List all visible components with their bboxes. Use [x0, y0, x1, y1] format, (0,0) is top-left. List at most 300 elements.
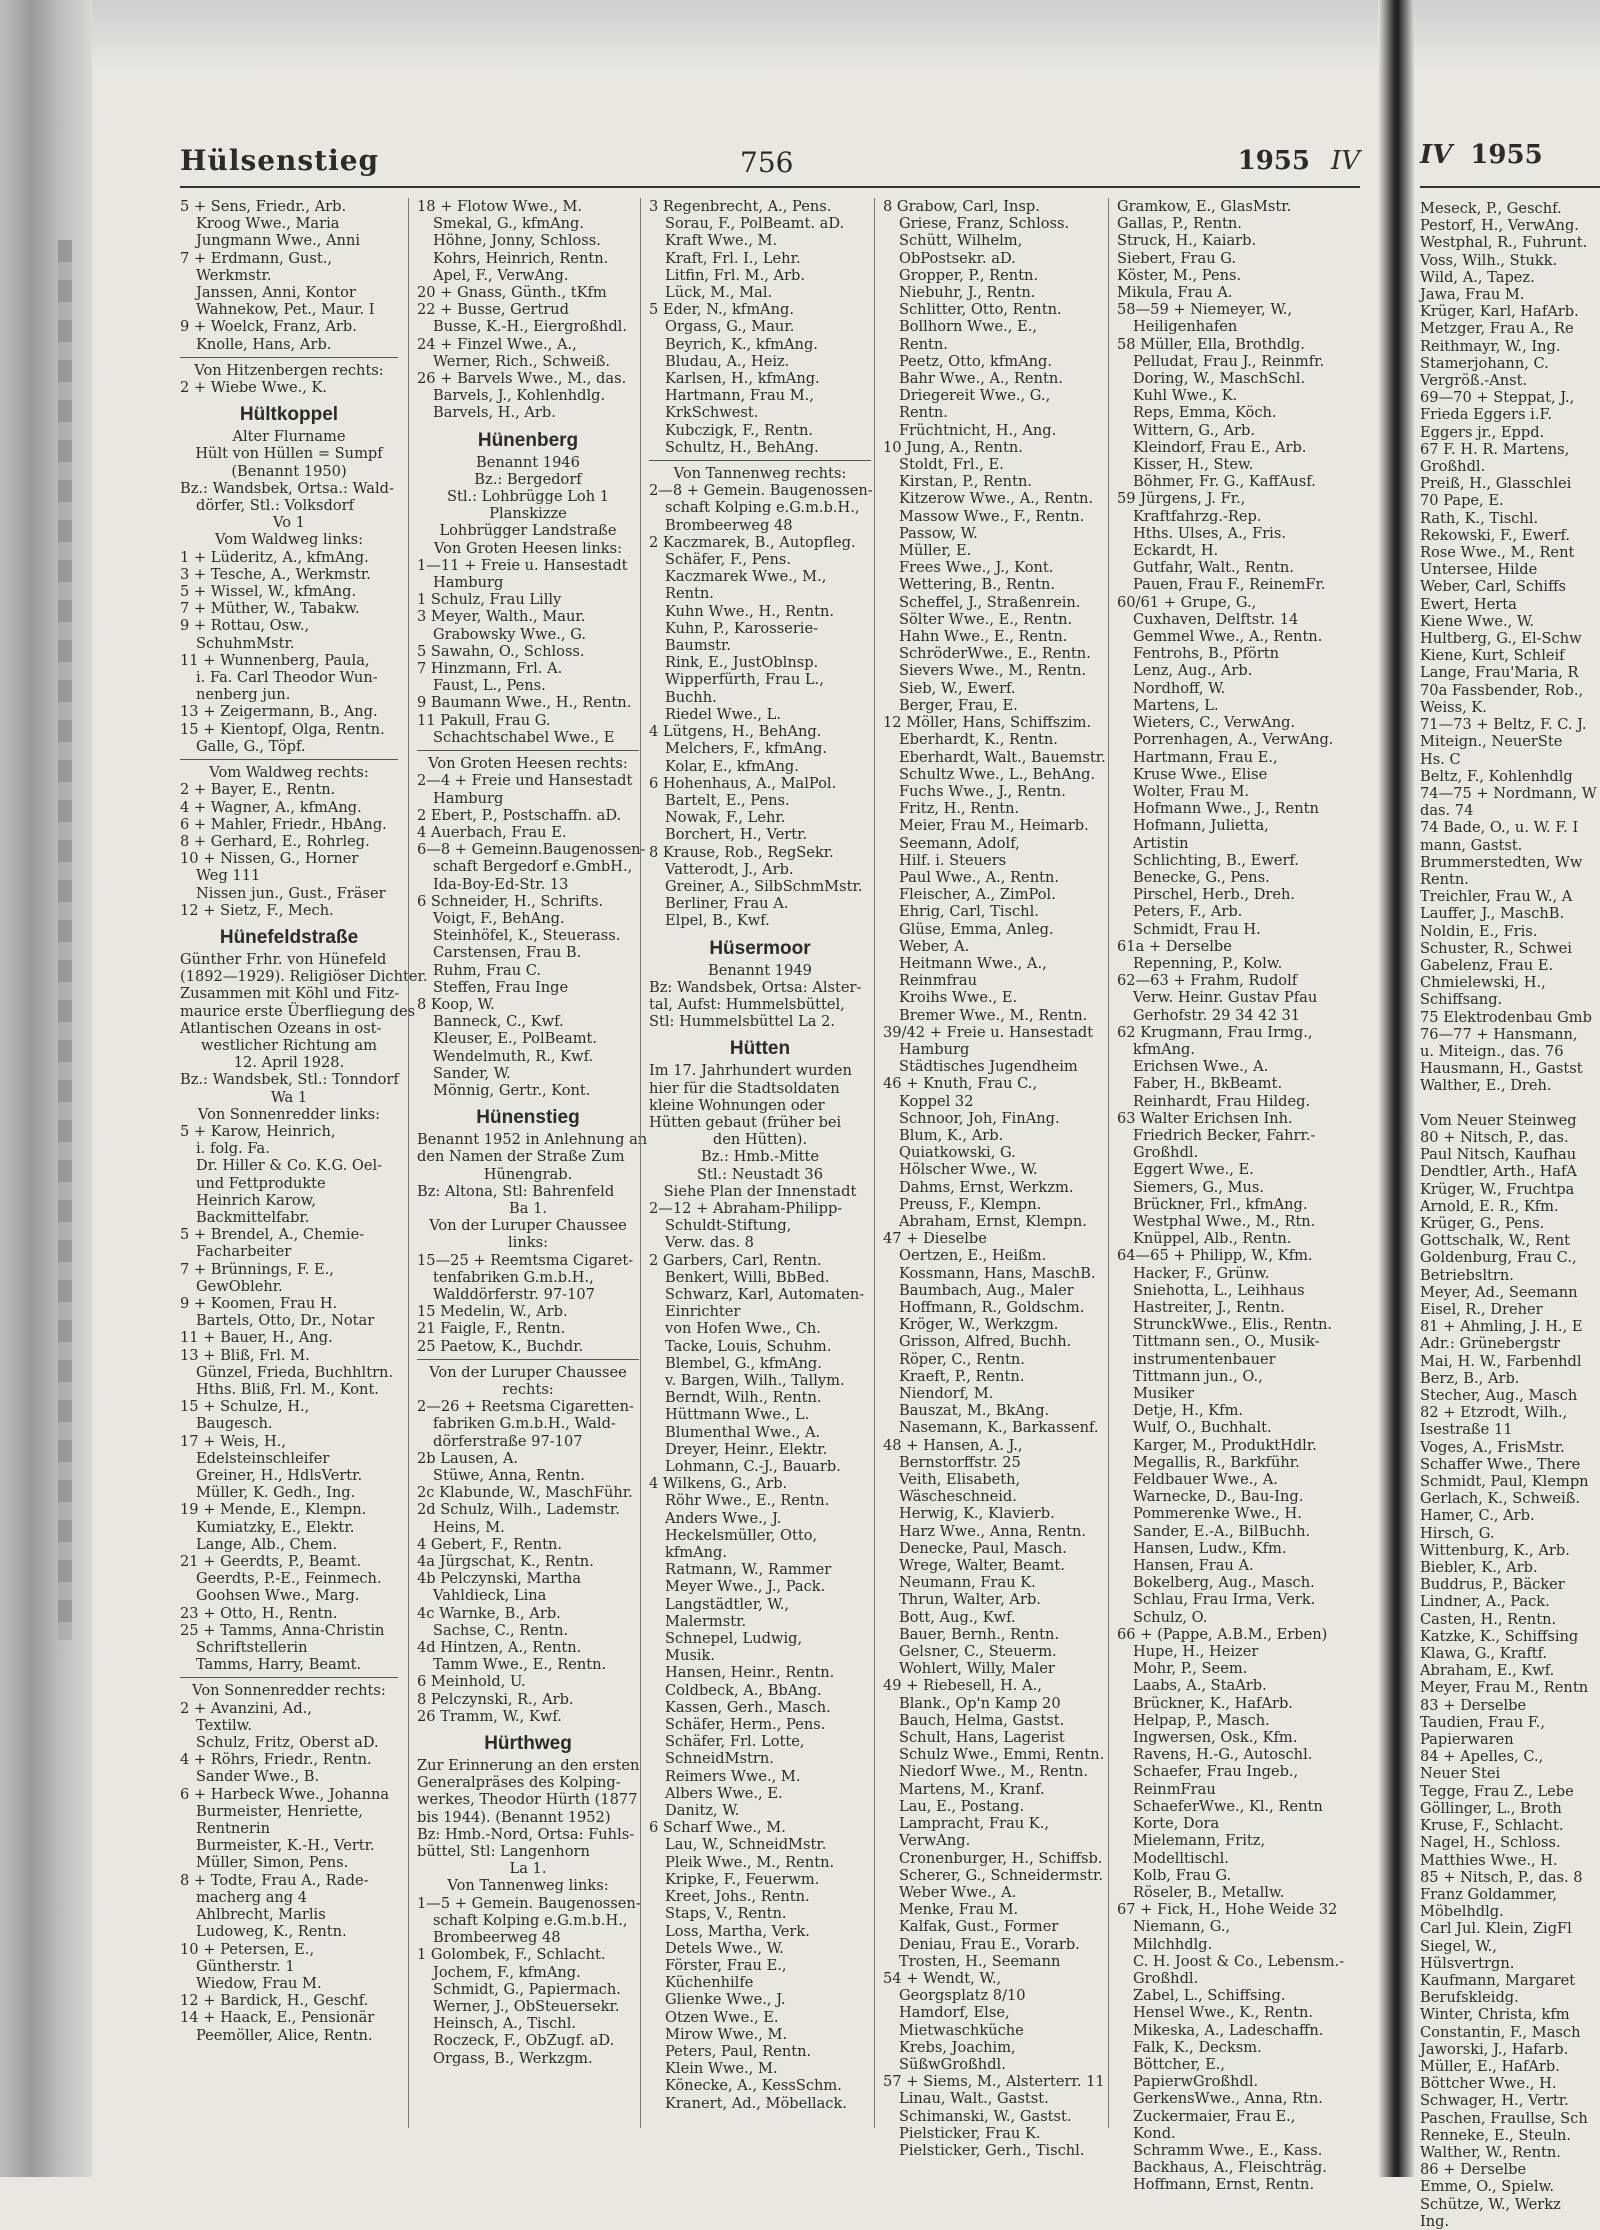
directory-entry: Busse, K.-H., Eiergroßhdl. [433, 318, 627, 336]
directory-entry: Kruse Wwe., Elise [1133, 765, 1268, 783]
directory-entry: Bz: Hmb.-Nord, Ortsa: Fuhls- [417, 1825, 635, 1843]
directory-entry: Bartels, Otto, Dr., Notar [196, 1312, 375, 1330]
directory-entry: Zur Erinnerung an den ersten [417, 1757, 640, 1775]
facing-page-entry: Westphal, R., Fuhrunt. [1420, 234, 1588, 252]
directory-entry: Kaczmarek Wwe., M., [665, 568, 827, 586]
facing-page-entry: Emme, O., Spielw. [1420, 2178, 1554, 2196]
facing-page-entry: Stecher, Aug., Masch [1420, 1387, 1578, 1405]
directory-entry: Meier, Frau M., Heimarb. [899, 817, 1089, 835]
street-note: Von der Luruper Chaussee [429, 1363, 627, 1381]
directory-entry: 2 + Avanzini, Ad., [180, 1699, 312, 1717]
directory-entry: Kirstan, P., Rentn. [899, 473, 1032, 491]
directory-entry: Korte, Dora [1133, 1815, 1220, 1833]
directory-entry: 6 Hohenhaus, A., MalPol. [649, 774, 837, 792]
directory-entry: Kisser, H., Stew. [1133, 456, 1254, 474]
directory-entry: Gutfahr, Walt., Rentn. [1133, 559, 1294, 577]
directory-entry: Böttcher, E., [1133, 2055, 1226, 2073]
directory-entry: Orgass, B., Werkzgm. [433, 2049, 593, 2067]
directory-entry: 2 + Bayer, E., Rentn. [180, 781, 336, 799]
street-heading: Hüsermoor [709, 937, 811, 959]
directory-entry: Tamms, Harry, Beamt. [196, 1656, 362, 1674]
street-note: Von Hitzenbergen rechts: [194, 361, 384, 379]
directory-entry: Knüppel, Alb., Rentn. [1133, 1230, 1292, 1248]
directory-entry: Kuhn, P., Karosserie- [665, 619, 819, 637]
directory-entry: Röseler, B., Metallw. [1133, 1883, 1285, 1901]
street-heading: Hünenberg [477, 429, 579, 451]
street-note: Siehe Plan der Innenstadt [663, 1182, 857, 1200]
directory-entry: hier für die Stadtsoldaten [649, 1079, 840, 1097]
directory-entry: 26 + Barvels Wwe., M., das. [417, 370, 627, 388]
directory-entry: 4b Pelczynski, Martha [417, 1570, 582, 1588]
directory-entry: 49 + Riebesell, H. A., [883, 1677, 1042, 1695]
directory-entry: tenfabriken G.m.b.H., [433, 1268, 594, 1286]
directory-entry: Jungmann Wwe., Anni [196, 232, 361, 250]
directory-entry: Loss, Martha, Verk. [665, 1922, 810, 1940]
directory-entry: Heckelsmüller, Otto, [665, 1526, 818, 1544]
facing-page-entry: Noldin, E., Fris. [1420, 922, 1538, 940]
directory-entry: 2 + Wiebe Wwe., K. [180, 379, 328, 397]
directory-entry: 15—25 + Reemtsma Cigaret- [417, 1251, 634, 1269]
directory-entry: Schulz, O. [1133, 1608, 1208, 1626]
directory-entry: Backhaus, A., Fleischträg. [1133, 2159, 1327, 2177]
column-4 [874, 198, 1106, 2159]
directory-entry: Albers Wwe., E. [665, 1784, 783, 1802]
directory-entry: Schultz Wwe., L., BehAng. [899, 765, 1096, 783]
directory-entry: Banneck, C., Kwf. [433, 1013, 564, 1031]
directory-entry: Hamdorf, Else, [899, 2004, 1010, 2022]
directory-entry: Peemöller, Alice, Rentn. [196, 2026, 373, 2044]
facing-page-entry: Nagel, H., Schloss. [1420, 1834, 1561, 1852]
facing-page-entry: Böttcher Wwe., H. [1420, 2075, 1557, 2093]
street-heading: Hünenstieg [476, 1107, 580, 1129]
directory-entry: Borchert, H., Vertr. [665, 826, 808, 844]
directory-entry: 48 + Hansen, A. J., [883, 1436, 1023, 1454]
directory-entry: Laabs, A., StaArb. [1133, 1677, 1267, 1695]
facing-page-entry: Gottschalk, W., Rent [1420, 1232, 1570, 1250]
directory-entry: Schultz, H., BehAng. [665, 438, 819, 456]
facing-page-entry: Voges, A., FrisMstr. [1420, 1438, 1565, 1456]
directory-entry: 4d Hintzen, A., Rentn. [417, 1639, 582, 1657]
street-note: Hünengrab. [483, 1165, 573, 1183]
street-note: den Hütten). [712, 1131, 808, 1149]
street-note: Benannt 1949 [708, 961, 812, 979]
directory-entry: Schaefer, Frau Ingeb., [1133, 1763, 1299, 1781]
street-note: Ba 1. [509, 1199, 547, 1217]
directory-entry: Karlsen, H., kfmAng. [665, 370, 820, 388]
directory-entry: Schulz Wwe., Emmi, Rentn. [899, 1746, 1105, 1764]
directory-entry: Kubczigk, F., Rentn. [665, 421, 814, 439]
directory-entry: Barvels, J., Kohlenhdlg. [433, 387, 606, 405]
directory-entry: Schachtschabel Wwe., E [433, 728, 615, 746]
directory-entry: Bz.: Wandsbek, Stl.: Tonndorf [180, 1071, 399, 1089]
directory-entry: 6 Meinhold, U. [417, 1673, 526, 1691]
scan-binding-edge [0, 0, 92, 2177]
directory-entry: Faber, H., BkBeamt. [1133, 1075, 1283, 1093]
directory-entry: Zabel, L., Schiffsing. [1133, 1987, 1286, 2005]
directory-entry: Gerhofstr. 29 34 42 31 [1133, 1006, 1301, 1024]
directory-entry: 5 + Karow, Heinrich, [180, 1122, 336, 1140]
facing-page-entry: Müller, E., HafArb. [1420, 2057, 1560, 2075]
facing-page-entry: Lauffer, J., MaschB. [1420, 905, 1565, 923]
directory-entry: Burmeister, K.-H., Vertr. [196, 1837, 375, 1855]
directory-entry: Generalpräses des Kolping- [417, 1774, 621, 1792]
directory-entry: Hoffmann, Ernst, Rentn. [1133, 2176, 1315, 2194]
facing-page-entry: Wittenburg, K., Arb. [1420, 1541, 1570, 1559]
directory-entry: kfmAng. [1133, 1040, 1196, 1058]
directory-entry: Wulf, O., Buchhalt. [1133, 1419, 1272, 1437]
directory-entry: Mikula, Frau A. [1117, 284, 1233, 302]
directory-entry: Schäfer, Frl. Lotte, [665, 1733, 805, 1751]
directory-entry: werkes, Theodor Hürth (1877 [417, 1791, 638, 1809]
directory-entry: Schramm Wwe., E., Kass. [1133, 2141, 1323, 2159]
directory-entry: C. H. Joost & Co., Lebensm.- [1133, 1952, 1345, 1970]
facing-page-entry: 74—75 + Nordmann, W [1420, 784, 1597, 802]
facing-page-entry: 74 Bade, O., u. W. F. I [1420, 819, 1579, 837]
street-note: links: [508, 1234, 548, 1252]
directory-entry: Dahms, Ernst, Werkzm. [899, 1178, 1074, 1196]
directory-entry: Grabowsky Wwe., G. [433, 625, 586, 643]
directory-entry: Verw. Heinr. Gustav Pfau [1133, 989, 1318, 1007]
directory-entry: i. Fa. Carl Theodor Wun- [196, 669, 378, 687]
directory-entry: Hansen, Ludw., Kfm. [1133, 1539, 1287, 1557]
directory-entry: Schuldt-Stiftung, [665, 1217, 792, 1235]
directory-entry: Sorau, F., PolBeamt. aD. [665, 215, 845, 233]
header-year: 1955 [1237, 146, 1310, 176]
directory-entry: Seemann, Adolf, [899, 834, 1020, 852]
street-note: Vo 1 [273, 514, 305, 532]
directory-entry: Lau, W., SchneidMstr. [665, 1836, 827, 1854]
street-note: Von Tannenweg links: [447, 1877, 609, 1895]
directory-entry: Schlichting, B., Ewerf. [1133, 851, 1299, 869]
directory-entry: Kolar, E., kfmAng. [665, 757, 799, 775]
directory-entry: v. Bargen, Wilh., Tallym. [665, 1372, 845, 1389]
directory-entry: Schmidt, G., Papiermach. [433, 1980, 621, 1998]
directory-entry: Rink, E., JustOblnsp. [665, 654, 819, 672]
directory-entry: Krebs, Joachim, [899, 2038, 1016, 2056]
directory-entry: Ahlbrecht, Marlis [196, 1906, 326, 1924]
directory-entry: 4 Gebert, F., Rentn. [417, 1535, 563, 1553]
facing-page-entry: 86 + Derselbe [1420, 2161, 1527, 2179]
directory-entry: 21 + Geerdts, P., Beamt. [180, 1553, 362, 1571]
facing-page-entry: Vergröß.-Anst. [1420, 372, 1528, 390]
directory-entry: Schwarz, Karl, Automaten- [665, 1285, 865, 1303]
directory-entry: Sander Wwe., B. [196, 1768, 320, 1786]
street-note: Stl.: Lohbrügge Loh 1 [446, 488, 610, 506]
directory-entry: 1 + Lüderitz, A., kfmAng. [180, 548, 369, 566]
directory-entry: Linau, Walt., Gastst. [899, 2090, 1049, 2108]
directory-entry: Nowak, F., Lehr. [665, 809, 786, 827]
facing-page-entry: u. Miteign., das. 76 [1420, 1042, 1564, 1060]
directory-entry: Mikeska, A., Ladeschaffn. [1133, 2021, 1324, 2039]
directory-entry: Grisson, Alfred, Buchh. [899, 1333, 1072, 1351]
directory-entry: Schnoor, Joh, FinAng. [899, 1109, 1060, 1127]
directory-entry: Pleik Wwe., M., Rentn. [665, 1853, 835, 1871]
directory-entry: schaft Kolping e.G.m.b.H., [665, 499, 860, 517]
street-note: westlicher Richtung am [200, 1036, 378, 1054]
directory-entry: 7 Hinzmann, Frl. A. [417, 660, 563, 678]
directory-entry: 4 Auerbach, Frau E. [417, 823, 567, 841]
directory-entry: i. folg. Fa. [196, 1140, 270, 1158]
facing-page-entry: Constantin, F., Masch [1420, 2023, 1581, 2041]
directory-entry: Porrenhagen, A., VerwAng. [1133, 731, 1334, 749]
column-1 [180, 198, 428, 2128]
facing-page-entry: Rose Wwe., M., Rent [1420, 544, 1575, 562]
facing-page-entry: Schuster, R., Schwei [1420, 939, 1572, 957]
directory-entry: und Fettprodukte [196, 1174, 326, 1192]
directory-entry: Hansen, Frau A. [1133, 1557, 1254, 1575]
directory-entry: Wäscheschneid. [899, 1488, 1017, 1506]
directory-entry: Burmeister, Henriette, [196, 1802, 363, 1820]
street-note: Wa 1 [270, 1088, 308, 1106]
facing-page-entry: Krüger, W., Fruchtpa [1420, 1180, 1575, 1198]
header-volume: IV [1330, 146, 1360, 176]
facing-volume: IV [1420, 140, 1453, 170]
directory-entry: 8 Pelczynski, R., Arb. [417, 1690, 574, 1708]
facing-page-entry: Eisel, R., Dreher [1420, 1301, 1543, 1318]
directory-entry: Ravens, H.-G., Autoschl. [1133, 1746, 1313, 1764]
facing-page-entry: Vom Neuer Steinweg [1420, 1111, 1577, 1129]
directory-entry: Wieters, C., VerwAng. [1133, 714, 1296, 732]
directory-entry: Könecke, A., KessSchm. [665, 2077, 842, 2095]
directory-entry: 18 + Flotow Wwe., M. [417, 198, 583, 215]
facing-page-entry: Möbelhdlg. [1420, 1903, 1504, 1921]
directory-entry: 61a + Derselbe [1117, 937, 1232, 955]
facing-page-entry: Kaufmann, Margaret [1420, 1971, 1576, 1989]
facing-page-entry: Schiffsang. [1420, 991, 1503, 1009]
directory-entry: Röper, C., Rentn. [899, 1350, 1025, 1368]
directory-entry: Sölter Wwe., E., Rentn. [899, 610, 1073, 628]
directory-entry: 9 + Rottau, Osw., [180, 617, 310, 635]
facing-page-entry: 84 + Apelles, C., [1420, 1748, 1544, 1766]
directory-entry: Wohlert, Willy, Maler [899, 1660, 1055, 1678]
directory-entry: 11 + Bauer, H., Ang. [180, 1329, 333, 1347]
directory-entry: 47 + Dieselbe [883, 1230, 987, 1248]
directory-entry: Berndt, Wilh., Rentn. [665, 1389, 822, 1407]
directory-entry: Walddörferstr. 97-107 [433, 1285, 595, 1303]
directory-entry: 7 + Müther, W., Tabakw. [180, 600, 360, 618]
directory-entry: Bludau, A., Heiz. [665, 352, 790, 370]
facing-page-entry: Frieda Eggers i.F. [1420, 406, 1552, 424]
directory-entry: Steffen, Frau Inge [433, 978, 569, 996]
directory-entry: Kranert, Ad., Möbellack. [665, 2094, 847, 2112]
directory-entry: Doring, W., MaschSchl. [1133, 370, 1306, 388]
facing-page-entry: 82 + Etzrodt, Wilh., [1420, 1404, 1568, 1422]
street-heading: Hünefeldstraße [219, 926, 359, 948]
facing-page-entry: Lindner, A., Pack. [1420, 1593, 1550, 1611]
facing-page-entry: Hülsvertrgn. [1420, 1954, 1515, 1972]
directory-entry: 6 + Harbeck Wwe., Johanna [180, 1785, 390, 1803]
directory-entry: 2d Schulz, Wilh., Lademstr. [417, 1501, 620, 1519]
directory-entry: Megallis, R., Barkführ. [1133, 1453, 1300, 1471]
directory-entry: Hastreiter, J., Rentn. [1133, 1299, 1285, 1316]
facing-page-entry: Schaffer Wwe., There [1420, 1455, 1581, 1473]
directory-entry: Niedorf Wwe., M., Rentn. [899, 1763, 1089, 1781]
directory-entry: Benannt 1952 in Anlehnung an [417, 1131, 648, 1149]
directory-entry: Hoffmann, R., Goldschm. [899, 1299, 1085, 1316]
directory-entry: Hupe, H., Heizer [1133, 1643, 1259, 1661]
page-number: 756 [740, 146, 794, 179]
page-header [180, 140, 1360, 188]
facing-page-entry: 76—77 + Hansmann, [1420, 1025, 1578, 1043]
facing-page-entry: Hs. C [1420, 750, 1461, 768]
directory-entry: Griese, Franz, Schloss. [899, 215, 1070, 233]
directory-entry: SchröderWwe., E., Rentn. [899, 645, 1091, 663]
directory-entry: Bokelberg, Aug., Masch. [1133, 1574, 1315, 1592]
directory-entry: 10 + Petersen, E., [180, 1940, 315, 1958]
directory-entry: 25 Paetow, K., Buchdr. [417, 1337, 584, 1355]
directory-entry: Abraham, Ernst, Klempn. [899, 1212, 1087, 1230]
directory-entry: Trosten, H., Seemann [899, 1952, 1061, 1970]
directory-entry: 57 + Siems, M., Alsterterr. 11 [883, 2073, 1105, 2091]
directory-entry: Steinhöfel, K., Steuerass. [433, 927, 621, 945]
facing-page-entry: Franz Goldammer, [1420, 1885, 1558, 1903]
directory-entry: fabriken G.m.b.H., Wald- [433, 1415, 616, 1433]
directory-entry: Lampracht, Frau K., [899, 1815, 1049, 1833]
directory-entry: 60/61 + Grupe, G., [1117, 593, 1257, 611]
directory-entry: Kreet, Johs., Rentn. [665, 1888, 810, 1906]
directory-entry: Berger, Frau, E. [899, 696, 1018, 714]
directory-entry: Wendelmuth, R., Kwf. [433, 1047, 594, 1065]
directory-entry: Weber Wwe., A. [899, 1883, 1017, 1901]
directory-entry: Eberhardt, K., Rentn. [899, 731, 1058, 749]
directory-entry: 7 + Brünnings, F. E., [180, 1260, 334, 1278]
directory-entry: 4 + Röhrs, Friedr., Rentn. [180, 1751, 372, 1769]
street-note: Lohbrügger Landstraße [439, 522, 617, 540]
facing-page-entry: Preiß, H., Glasschlei [1420, 475, 1572, 493]
facing-page-entry: Wild, A., Tapez. [1420, 268, 1535, 286]
facing-page-entry: Hamer, C., Arb. [1420, 1507, 1535, 1525]
directory-entry: 2c Klabunde, W., MaschFühr. [417, 1484, 633, 1502]
directory-entry: Thrun, Walter, Arb. [899, 1591, 1041, 1609]
directory-entry: 4a Jürgschat, K., Rentn. [417, 1553, 594, 1571]
directory-entry: Martens, L. [1133, 696, 1219, 714]
directory-entry: Werkmstr. [196, 266, 272, 284]
directory-entry: Berliner, Frau A. [665, 895, 789, 913]
directory-entry: Kuhl Wwe., K. [1133, 387, 1238, 405]
facing-page-entry: Brummerstedten, Ww [1420, 853, 1583, 871]
directory-entry: Stl: Hummelsbüttel La 2. [649, 1013, 836, 1031]
directory-entry: Gelsner, C., Steuerm. [899, 1643, 1057, 1661]
directory-entry: Warnecke, D., Bau-Ing. [1133, 1488, 1304, 1506]
directory-entry: Harz Wwe., Anna, Rentn. [899, 1522, 1087, 1540]
facing-page-column [1420, 200, 1600, 2230]
street-note: Von Tannenweg rechts: [673, 465, 847, 483]
directory-entry: Mirow Wwe., M. [665, 2025, 788, 2043]
facing-page-entry: 81 + Ahmling, J. H., E [1420, 1318, 1583, 1336]
directory-entry: Heiligenhafen [1133, 318, 1238, 336]
directory-entry: 3 Regenbrecht, A., Pens. [649, 198, 832, 215]
directory-entry: Kroog Wwe., Maria [196, 215, 340, 233]
directory-entry: 7 + Erdmann, Gust., [180, 249, 333, 267]
directory-entry: Hofmann Wwe., J., Rentn [1133, 800, 1319, 818]
directory-entry: Kassen, Gerh., Masch. [665, 1698, 831, 1716]
facing-page-entry: Betriebsltrn. [1420, 1266, 1514, 1284]
directory-entry: 2 Kaczmarek, B., Autopfleg. [649, 533, 856, 551]
directory-entry: Helpap, P., Masch. [1133, 1711, 1270, 1729]
facing-page-entry: Rentn. [1420, 870, 1469, 888]
running-head-street: Hülsenstieg [180, 144, 380, 177]
directory-entry: Sieb, W., Ewerf. [899, 679, 1016, 697]
binding-strip [58, 240, 72, 1640]
directory-entry: Hölscher Wwe., W. [899, 1161, 1038, 1179]
directory-entry: Gallas, P., Rentn. [1117, 215, 1242, 233]
directory-entry: Glienke Wwe., J. [665, 1991, 786, 2009]
directory-entry: ObPostsekr. aD. [899, 249, 1016, 267]
street-note: La 1. [509, 1860, 547, 1878]
directory-entry: Lange, Alb., Chem. [196, 1535, 338, 1553]
section-divider [417, 750, 639, 751]
directory-entry: StrunckWwe., Elis., Rentn. [1133, 1316, 1333, 1334]
facing-page-entry: Taudien, Frau F., [1420, 1713, 1545, 1731]
facing-page-entry: Jawa, Frau M. [1420, 286, 1525, 304]
facing-page-entry: Renneke, E., Steuln. [1420, 2126, 1571, 2144]
directory-entry: Feldbauer Wwe., A. [1133, 1471, 1278, 1489]
directory-entry: schaft Kolping e.G.m.b.H., [433, 1911, 628, 1929]
street-note: Bz.: Bergedorf [474, 470, 582, 488]
facing-page-entry: Kiene Wwe., W. [1420, 612, 1535, 630]
directory-entry: Kohrs, Heinrich, Rentn. [433, 249, 609, 267]
directory-entry: Hartmann, Frau M., [665, 387, 814, 405]
facing-page-entry: Treichler, Frau W., A [1420, 888, 1573, 906]
directory-entry: Ludoweg, K., Rentn. [196, 1923, 347, 1941]
directory-entry: Benecke, G., Pens. [1133, 868, 1270, 886]
street-note: Vom Waldweg rechts: [209, 764, 369, 782]
facing-page-entry: Kiene, Kurt, Schleif [1420, 647, 1565, 665]
directory-entry: Höhne, Jonny, Schloss. [433, 232, 601, 250]
directory-entry: Kripke, F., Feuerwm. [665, 1870, 820, 1888]
directory-entry: Pielsticker, Gerh., Tischl. [899, 2141, 1085, 2159]
directory-entry: Meyer Wwe., J., Pack. [665, 1578, 826, 1596]
directory-entry: Hamburg [899, 1040, 970, 1058]
directory-entry: von Hofen Wwe., Ch. [665, 1320, 821, 1338]
street-note: Von Sonnenredder links: [197, 1105, 381, 1123]
facing-page-entry: 80 + Nitsch, P., das. [1420, 1128, 1569, 1146]
section-divider [180, 357, 398, 358]
directory-entry: Gemmel Wwe., A., Rentn. [1133, 628, 1323, 646]
directory-entry: Brückner, K., HafArb. [1133, 1694, 1293, 1712]
directory-entry: 2—8 + Gemein. Baugenossen- [649, 482, 873, 500]
directory-entry: 11 Pakull, Frau G. [417, 711, 551, 729]
directory-entry: 25 + Tamms, Anna-Christin [180, 1621, 385, 1639]
directory-entry: Kalfak, Gust., Former [899, 1918, 1059, 1936]
street-heading: Hültkoppel [239, 404, 339, 426]
directory-entry: Wahnekow, Pet., Maur. I [196, 301, 375, 319]
directory-entry: Weg 111 [196, 867, 261, 885]
directory-entry: Hamburg [433, 789, 504, 807]
street-note: (Benannt 1950) [231, 462, 347, 480]
directory-entry: 62—63 + Frahm, Rudolf [1117, 972, 1298, 990]
directory-entry: Voigt, F., BehAng. [433, 909, 565, 927]
directory-entry: Ingwersen, Osk., Kfm. [1133, 1729, 1298, 1747]
facing-page-entry: Paschen, Fraullse, Sch [1420, 2109, 1588, 2127]
directory-entry: Kumiatzky, E., Elektr. [196, 1518, 355, 1536]
directory-entry: Scherer, G., Schneidermstr. [899, 1866, 1103, 1884]
directory-entry: Hofmann, Julietta, [1133, 817, 1269, 835]
directory-entry: Malermstr. [665, 1612, 747, 1630]
facing-page-entry: Miteign., NeuerSte [1420, 733, 1563, 751]
directory-entry: 2—26 + Reetsma Cigaretten- [417, 1398, 634, 1416]
facing-page-entry: Buddrus, P., Bäcker [1420, 1576, 1565, 1594]
directory-entry: 5 Eder, N., kfmAng. [649, 301, 794, 319]
facing-page-entry: Walther, W., Rentn. [1420, 2143, 1561, 2161]
directory-entry: 5 + Sens, Friedr., Arb. [180, 198, 347, 215]
facing-page-entry: Biebler, K., Arb. [1420, 1559, 1538, 1577]
directory-entry: Schriftstellerin [196, 1639, 308, 1657]
directory-entry: Textilw. [196, 1716, 253, 1734]
directory-entry: ReinmFrau [1133, 1780, 1216, 1798]
directory-entry: den Namen der Straße Zum [417, 1148, 625, 1166]
directory-entry: Litfin, Frl. M., Arb. [665, 266, 806, 284]
